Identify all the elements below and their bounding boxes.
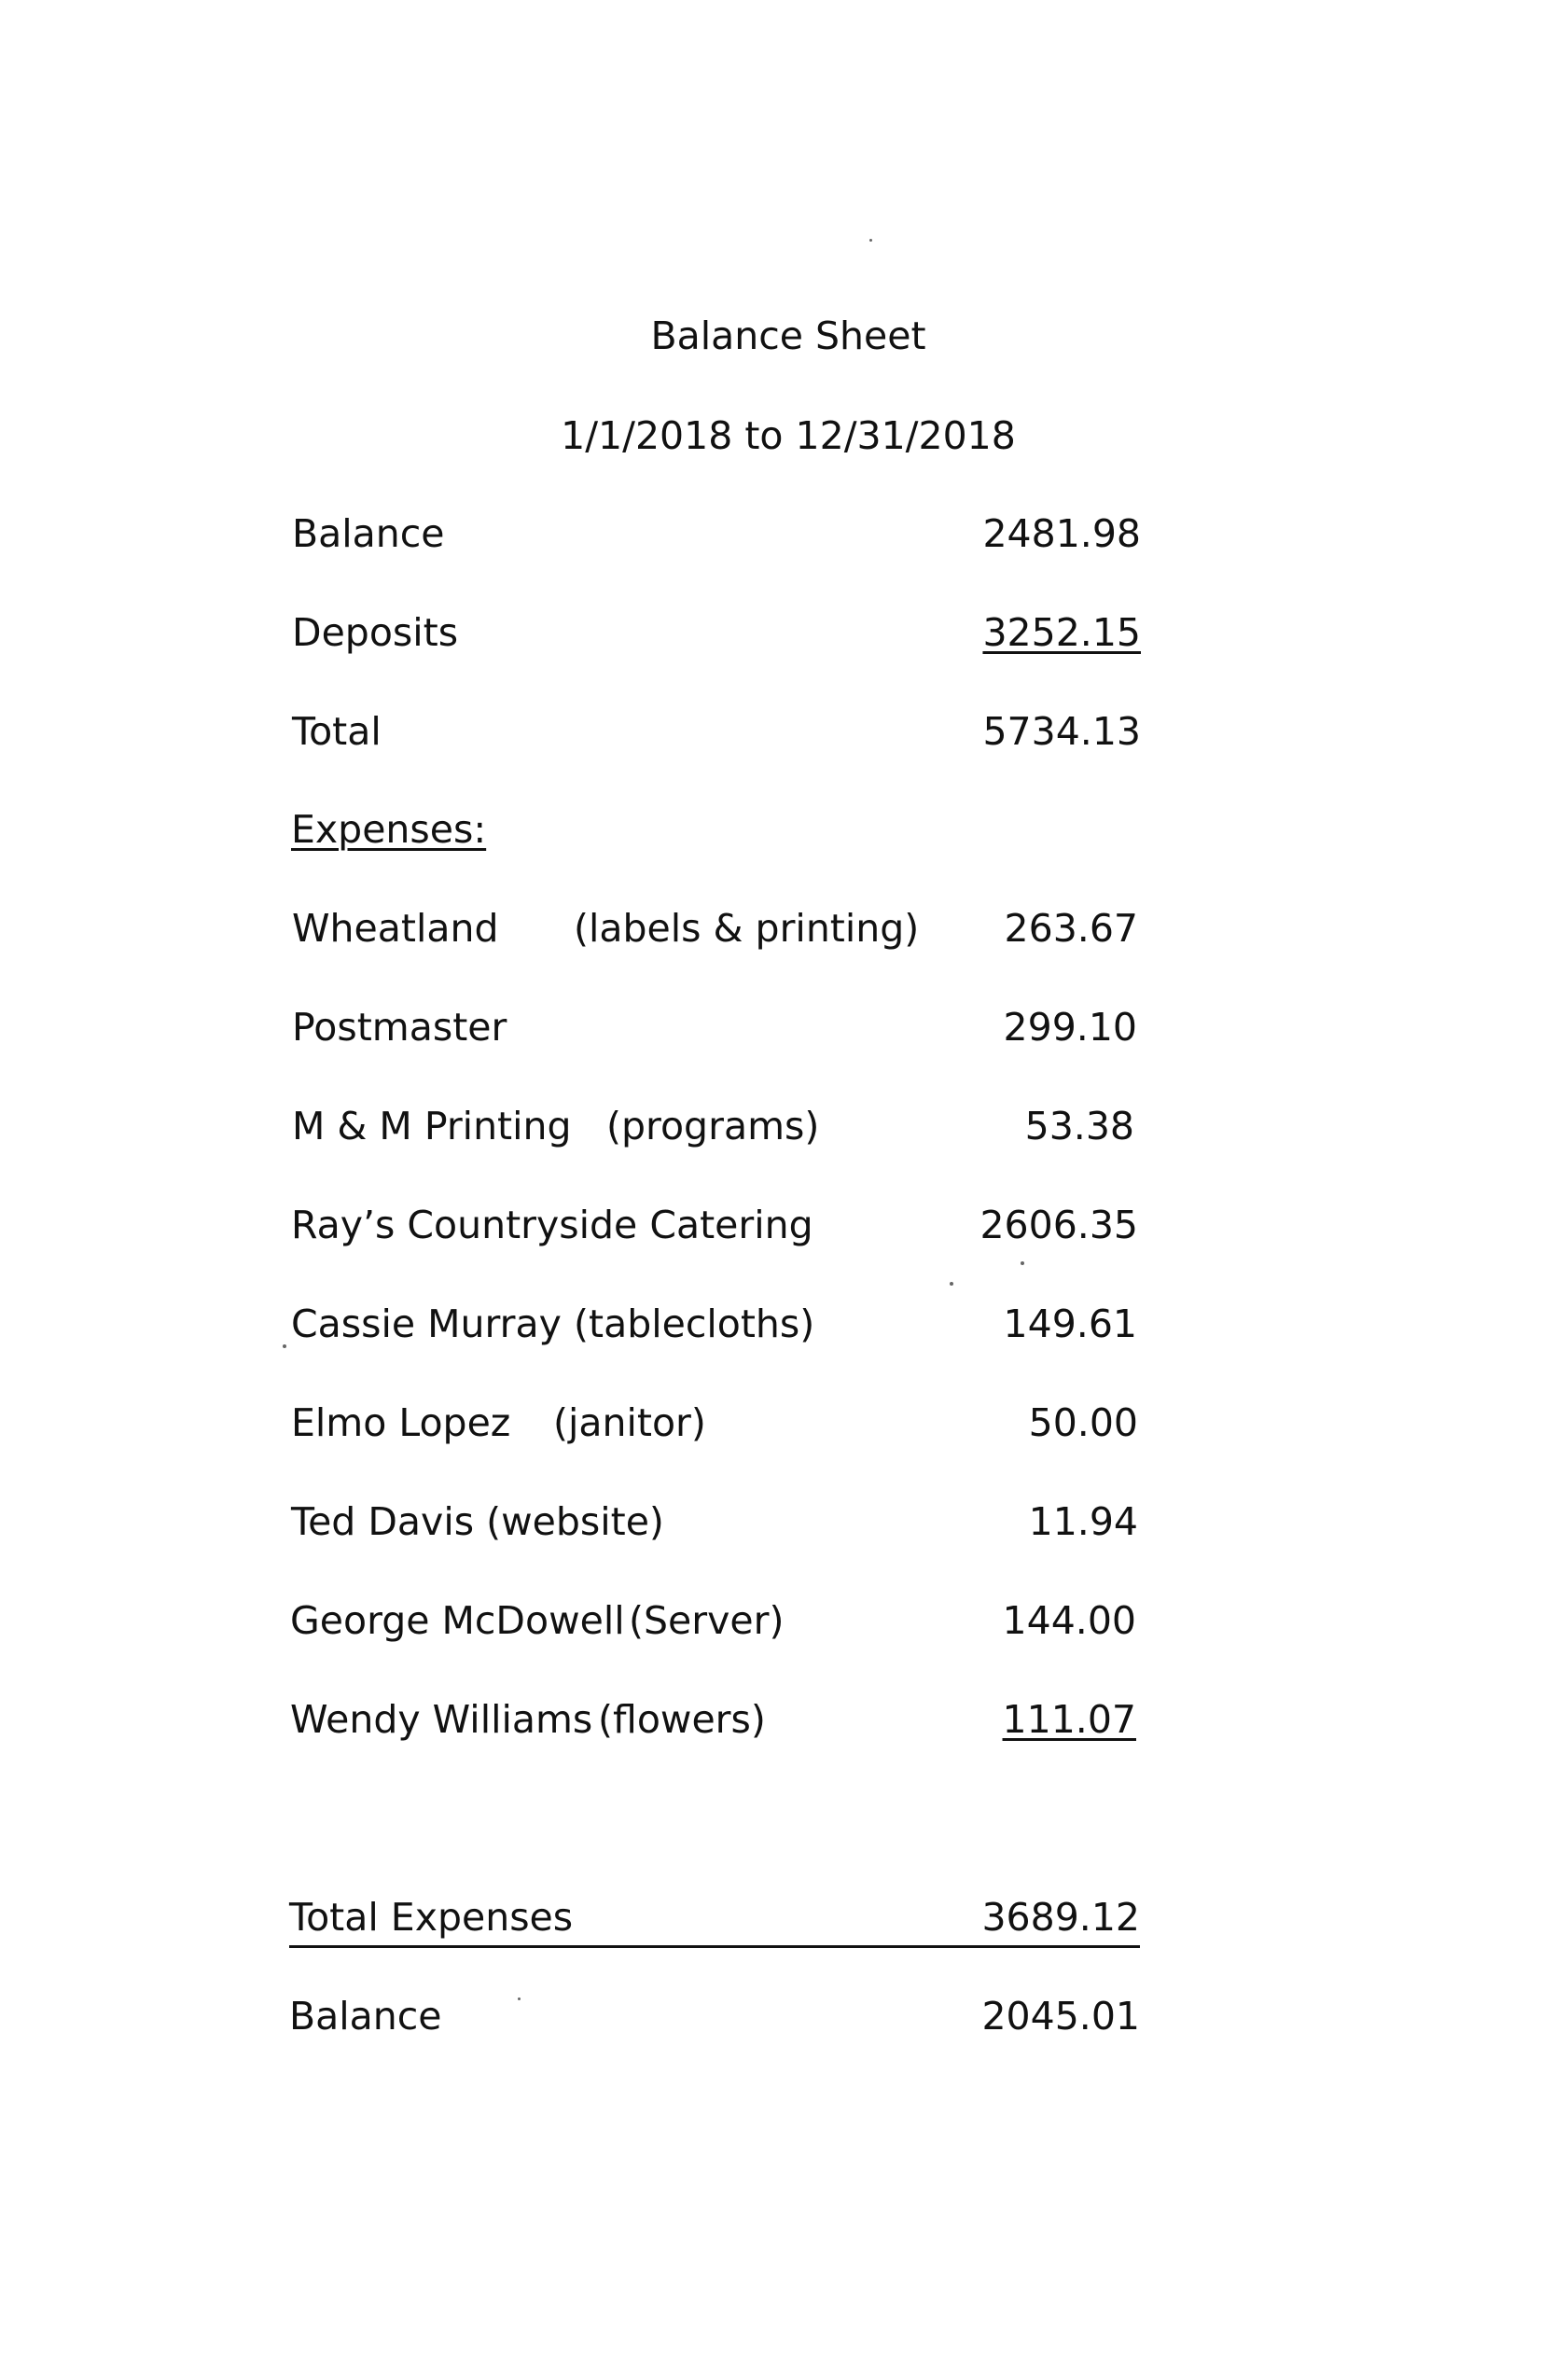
summary-row-balance <box>292 506 1141 562</box>
total-expenses-label: Total Expenses <box>289 1895 574 1940</box>
expense-amount: 299.10 <box>1003 1005 1137 1050</box>
expense-amount: 263.67 <box>1004 906 1138 951</box>
expense-note: (labels & printing) <box>574 906 920 951</box>
expenses-heading-row <box>291 801 1140 857</box>
expense-amount: 149.61 <box>1003 1301 1137 1346</box>
expense-payee: Cassie Murray <box>291 1301 562 1346</box>
expense-row <box>292 1098 1134 1154</box>
summary-row-deposits <box>292 605 1141 661</box>
summary-amount: 2481.98 <box>982 511 1141 556</box>
expense-note: (programs) <box>606 1104 820 1148</box>
summary-amount: 3252.15 <box>982 610 1141 655</box>
expense-payee: George McDowell <box>290 1598 625 1643</box>
expense-payee: Wheatland <box>292 906 499 951</box>
document-period: 1/1/2018 to 12/31/2018 <box>561 413 1016 458</box>
document-title: Balance Sheet <box>650 313 926 358</box>
expense-note: (flowers) <box>598 1697 766 1742</box>
expense-amount: 111.07 <box>1002 1697 1136 1742</box>
total-expenses-rule <box>289 1945 1140 1948</box>
expense-payee: Ted Davis (website) <box>291 1499 664 1544</box>
expense-note: (janitor) <box>553 1400 706 1445</box>
expense-row <box>291 1395 1138 1451</box>
expense-row <box>291 1494 1138 1550</box>
expenses-heading: Expenses: <box>291 807 487 852</box>
expense-note: (tablecloths) <box>574 1301 815 1346</box>
expense-note: (Server) <box>629 1598 785 1643</box>
scan-speck <box>1021 1261 1024 1265</box>
summary-row-total <box>292 703 1141 759</box>
expense-payee: Wendy Williams <box>290 1697 593 1742</box>
summary-amount: 5734.13 <box>982 709 1141 754</box>
expense-row <box>290 1593 1136 1649</box>
expense-payee: Ray’s Countryside Catering <box>291 1203 813 1247</box>
scan-speck <box>283 1344 286 1348</box>
scan-speck <box>869 239 872 242</box>
expense-amount: 144.00 <box>1002 1598 1136 1643</box>
expense-payee: Postmaster <box>292 1005 507 1050</box>
expense-payee: M & M Printing <box>292 1104 572 1148</box>
total-expenses-row <box>289 1889 1140 1945</box>
expense-amount: 11.94 <box>1028 1499 1138 1544</box>
expense-amount: 50.00 <box>1028 1400 1138 1445</box>
summary-label: Balance <box>292 511 445 556</box>
expense-row <box>292 900 1138 956</box>
final-balance-amount: 2045.01 <box>981 1994 1140 2039</box>
final-balance-row <box>289 1988 1140 2044</box>
total-expenses-amount: 3689.12 <box>981 1895 1140 1940</box>
scan-speck <box>518 1997 521 2000</box>
final-balance-label: Balance <box>289 1994 442 2039</box>
expense-amount: 2606.35 <box>979 1203 1138 1247</box>
expense-row <box>290 1691 1136 1747</box>
expense-payee: Elmo Lopez <box>291 1400 511 1445</box>
expense-row <box>292 999 1137 1055</box>
summary-label: Deposits <box>292 610 459 655</box>
scan-speck <box>950 1282 953 1286</box>
expense-row <box>291 1197 1138 1253</box>
summary-label: Total <box>292 709 382 754</box>
expense-amount: 53.38 <box>1024 1104 1134 1148</box>
expense-row <box>291 1296 1137 1352</box>
